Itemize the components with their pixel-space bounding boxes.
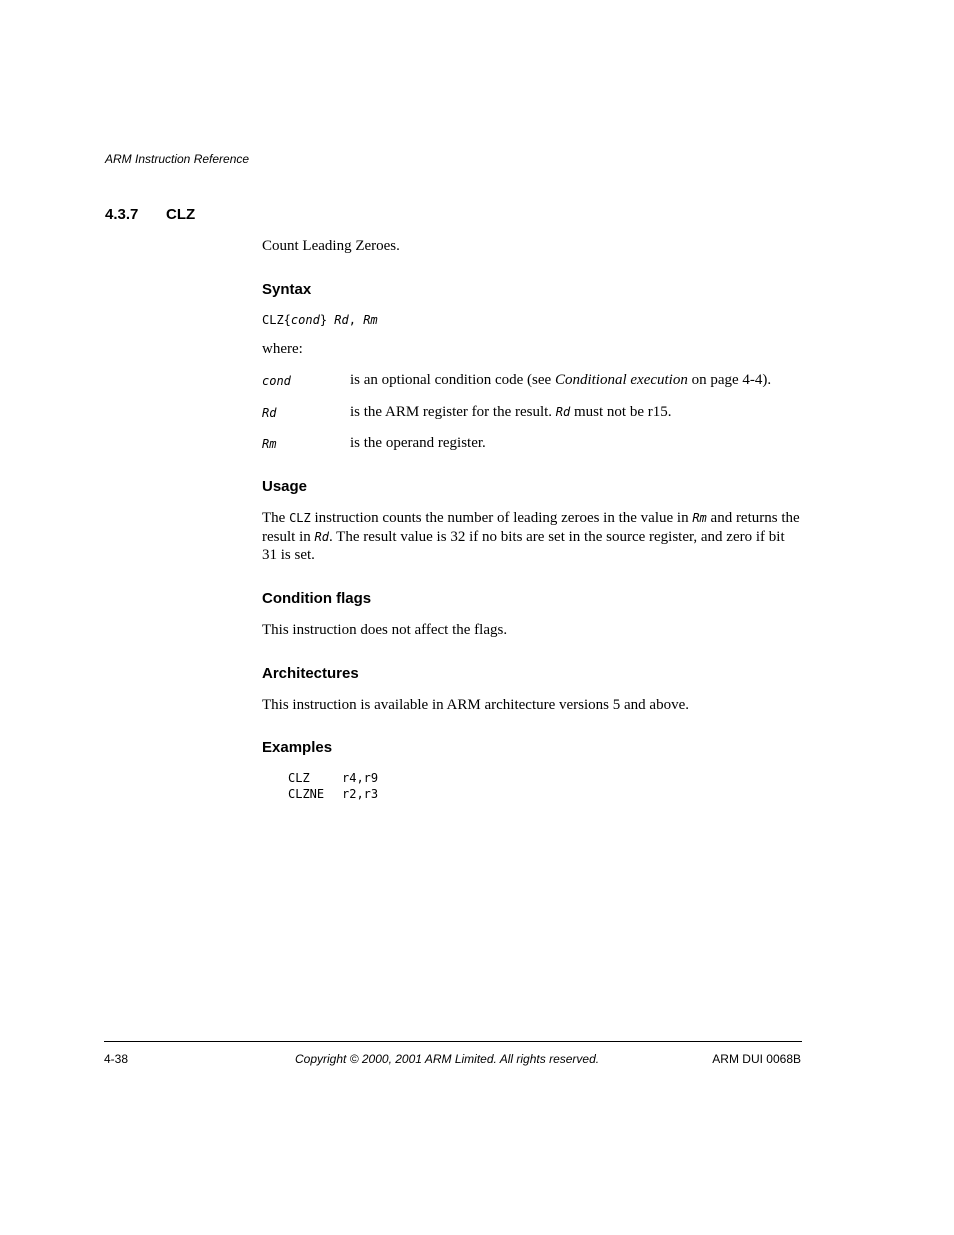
param-desc-rd <box>350 403 672 422</box>
usage-code-rd: Rd <box>314 529 329 544</box>
syntax-code-prefix: CLZ{ <box>262 313 291 327</box>
section-intro: Count Leading Zeroes. <box>262 238 400 254</box>
param-desc-rd-after: must not be r15. <box>570 404 672 420</box>
section-number: 4.3.7 <box>105 206 139 223</box>
usage-code-clz: CLZ <box>289 511 311 525</box>
usage-text-2: instruction counts the number of leading zeroes in the value in <box>310 510 693 526</box>
condition-flags-heading: Condition flags <box>262 590 372 607</box>
param-name-rd: Rd <box>262 406 277 420</box>
cross-reference: Conditional execution <box>554 372 688 388</box>
param-desc-rm: is the operand register. <box>350 435 486 451</box>
syntax-code-rm: Rm <box>363 313 378 327</box>
page-number: 4-38 <box>104 1052 129 1066</box>
footer-rule <box>104 1041 802 1042</box>
running-header: ARM Instruction Reference <box>105 152 250 166</box>
architectures-text: This instruction is available in ARM architecture versions 5 and above. <box>262 697 689 713</box>
example-operands-1: r4,r9 <box>342 771 379 785</box>
examples-heading: Examples <box>262 739 333 756</box>
syntax-line <box>262 313 378 327</box>
param-name-cond: cond <box>262 374 291 388</box>
condition-flags-text: This instruction does not affect the flags. <box>262 622 508 638</box>
usage-text-1: The <box>262 510 290 526</box>
architectures-heading: Architectures <box>262 665 359 682</box>
usage-text-3: and returns the result in <box>262 510 800 545</box>
usage-code-rm: Rm <box>692 511 707 525</box>
param-desc-rd-before: is the ARM register for the result. <box>350 404 556 420</box>
document-id: ARM DUI 0068B <box>712 1052 801 1066</box>
usage-heading: Usage <box>262 478 308 495</box>
param-name-rm: Rm <box>262 437 277 451</box>
section-title: CLZ <box>166 206 196 223</box>
example-operands-2: r2,r3 <box>342 787 379 801</box>
syntax-code-comma: , <box>348 313 356 327</box>
param-desc-rd-code: Rd <box>555 405 571 419</box>
syntax-code-cond: cond <box>290 313 320 327</box>
syntax-code-rd: Rd <box>334 313 349 327</box>
syntax-heading: Syntax <box>262 281 312 298</box>
syntax-code-mid: } <box>319 313 328 327</box>
example-mnemonic-2: CLZNE <box>288 787 325 801</box>
where-label: where: <box>262 341 303 357</box>
example-mnemonic-1: CLZ <box>288 771 310 785</box>
param-desc-cond <box>350 371 771 390</box>
param-desc-cond-after: on page 4-4). <box>687 372 772 388</box>
copyright-notice: Copyright © 2000, 2001 ARM Limited. All rights reserved. <box>295 1052 600 1066</box>
usage-text-4: . The result value is 32 if no bits are set in the source register, and zero if bit 31 is set. <box>262 528 785 563</box>
param-desc-cond-before: is an optional condition code (see <box>350 372 555 388</box>
usage-paragraph <box>262 509 802 565</box>
